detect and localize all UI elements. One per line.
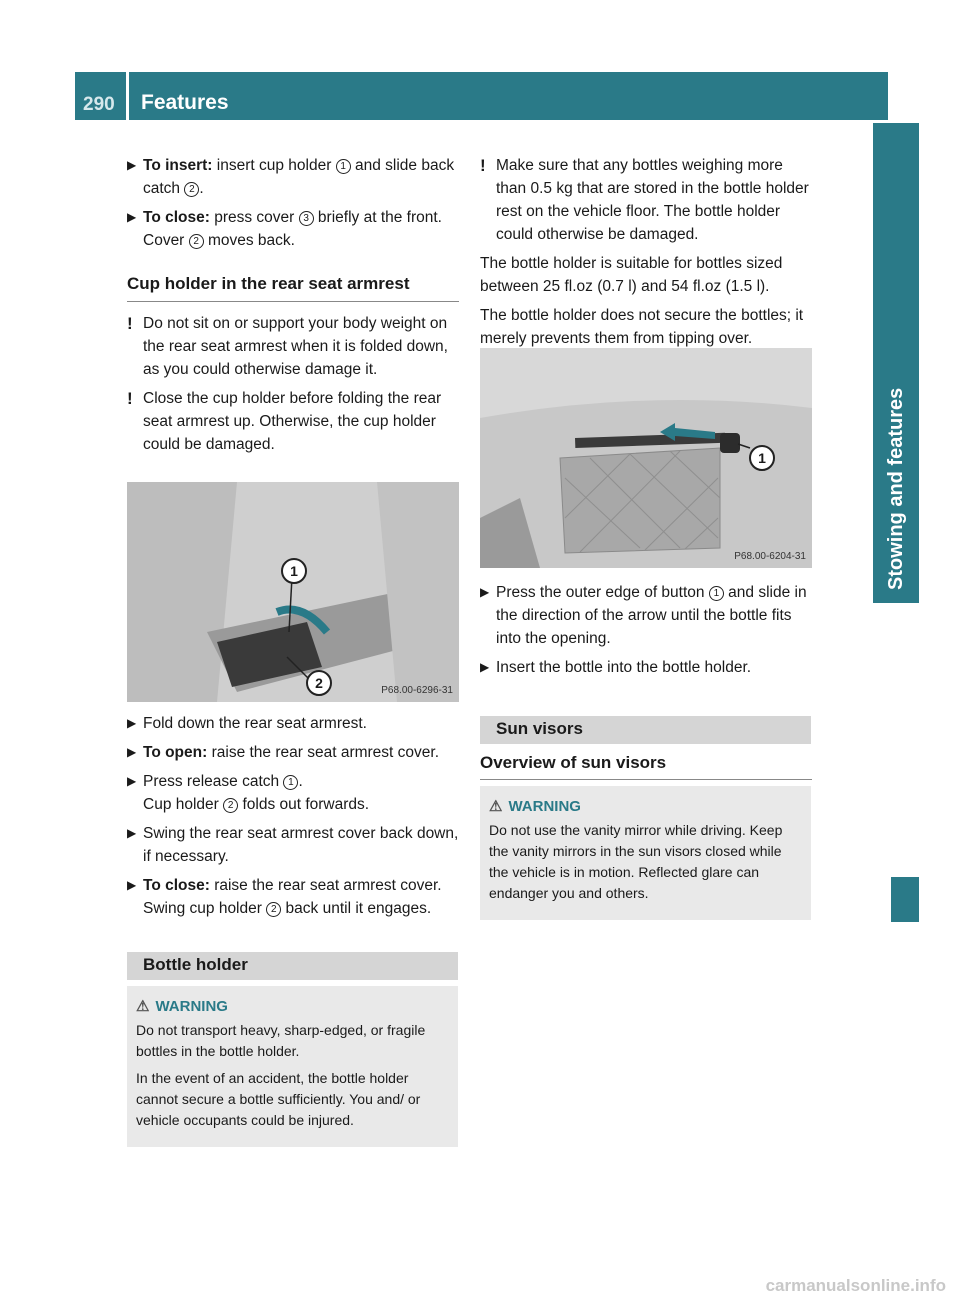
step-item [127,822,463,868]
step-text: and slide in the direction of the arrow until the bottle fits into the opening. [496,584,807,647]
exclamation-icon: ! [127,389,133,408]
step-arrow-icon: ▶ [127,878,137,892]
paragraph: The bottle holder does not secure the bottles; it merely prevents them from tipping over. [480,307,804,347]
step-text: briefly at the front. [313,209,442,226]
step-arrow-icon: ▶ [127,745,137,759]
footer-watermark: carmanualsonline.info [765,1276,946,1295]
step-item [480,581,816,650]
callout-ref: 1 [283,775,298,790]
callout-ref: 1 [336,159,351,174]
step-text: moves back. [203,232,295,249]
warning-title [489,796,802,817]
left-column-lower [127,712,463,926]
callout-2: 2 [306,670,332,696]
note [127,387,459,456]
step-insert [127,154,459,200]
warning-box-bottle [127,986,458,1147]
armrest-illustration [127,482,459,702]
warning-text: In the event of an accident, the bottle holder cannot secure a bottle sufficiently. You and/ or vehicle occupants could be injured. [136,1070,421,1128]
step-text: insert cup holder [212,157,336,174]
step-text: Swing the rear seat armrest cover back down, if necessary. [143,825,459,865]
page-title: Features [141,91,229,114]
note [480,154,812,246]
callout-ref: 2 [223,798,238,813]
step-text: press cover [209,209,299,226]
step-bold: To close: [143,877,210,894]
step-bold: To insert: [143,157,213,174]
warning-text: Do not use the vanity mirror while driving. Keep the vanity mirrors in the sun visors closed while the vehicle is in motion. Reflected glare can endanger you and others. [489,822,783,901]
step-text: back until it engages. [281,900,432,917]
step-text: Insert the bottle into the bottle holder. [496,659,752,676]
right-column [480,154,812,350]
exclamation-icon: ! [480,156,486,175]
step-arrow-icon: ▶ [480,660,490,674]
note-text: Close the cup holder before folding the rear seat armrest up. Otherwise, the cup holder could be damaged. [143,390,442,453]
step-text: raise the rear seat armrest cover. [209,877,442,894]
step-close [127,206,459,252]
callout-1: 1 [281,558,307,584]
step-text: Press release catch [143,773,284,790]
callout-ref: 2 [266,902,281,917]
side-tab-marker [891,877,919,922]
step-text: . [298,773,303,790]
note-text: Make sure that any bottles weighing more than 0.5 kg that are stored in the bottle holder rest on the vehicle floor. The bottle holder could otherwise be damaged. [496,157,809,243]
warning-title [136,996,449,1017]
step-bold: To close: [143,209,210,226]
step-item [127,712,463,735]
warning-triangle-icon: ⚠ [489,798,503,815]
callout-1: 1 [749,445,775,471]
warning-title-text: WARNING [155,998,228,1015]
step-arrow-icon: ▶ [127,716,137,730]
paragraph: The bottle holder is suitable for bottles sized between 25 fl.oz (0.7 l) and 54 fl.oz (1.5 l). [480,255,783,295]
bottle-holder-heading: Bottle holder [127,952,458,980]
step-text: Fold down the rear seat armrest. [143,715,367,732]
callout-ref: 3 [299,211,314,226]
step-arrow-icon: ▶ [127,158,137,172]
bottle-holder-photo [480,348,812,568]
step-text: . [199,180,204,197]
step-text: and slide back catch [143,157,455,197]
step-text: raise the rear seat armrest cover. [207,744,440,761]
step-text: folds out forwards. [238,796,370,813]
exclamation-icon: ! [127,314,133,333]
step-arrow-icon: ▶ [127,210,137,224]
cup-holder-heading: Cup holder in the rear seat armrest [127,272,459,302]
page-number: 290 [83,94,115,115]
overview-heading: Overview of sun visors [480,753,812,780]
photo-label: P68.00-6296-31 [381,685,453,696]
note [127,312,459,381]
warning-triangle-icon: ⚠ [136,998,150,1015]
left-column [127,154,459,462]
step-arrow-icon: ▶ [127,774,137,788]
step-arrow-icon: ▶ [480,585,490,599]
callout-ref: 1 [709,586,724,601]
step-item [480,656,816,679]
callout-ref: 2 [184,182,199,197]
step-item [127,874,463,920]
step-text: Swing cup holder [143,900,267,917]
step-text: Press the outer edge of button [496,584,709,601]
right-column-steps [480,581,816,685]
side-tab-label: Stowing and features [885,387,907,590]
step-text: Cup holder [143,796,224,813]
armrest-photo [127,482,459,702]
warning-box-sun [480,786,811,920]
step-bold: To open: [143,744,208,761]
note-text: Do not sit on or support your body weight on the rear seat armrest when it is folded down, as you could otherwise damage it. [143,315,448,378]
photo-label: P68.00-6204-31 [734,551,806,562]
step-item [127,770,463,816]
warning-title-text: WARNING [508,798,581,815]
sun-visors-heading: Sun visors [480,716,811,744]
warning-text: Do not transport heavy, sharp-edged, or fragile bottles in the bottle holder. [136,1022,426,1059]
step-arrow-icon: ▶ [127,826,137,840]
header-divider [126,72,129,120]
step-text: Cover [143,232,189,249]
step-item [127,741,463,764]
sun-visors-sub [480,753,812,780]
callout-ref: 2 [189,234,204,249]
